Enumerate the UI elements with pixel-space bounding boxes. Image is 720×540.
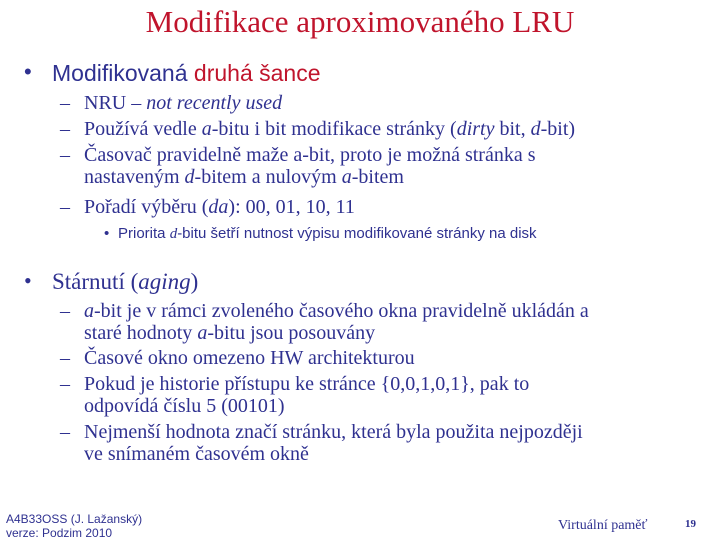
subbullet-dirty-bit: [60, 118, 576, 140]
text: -bitu šetří nutnost výpisu modifikované stránky na disk: [177, 225, 537, 242]
text-italic: d: [169, 226, 178, 242]
dash-icon: –: [60, 92, 70, 114]
bullet-icon: •: [104, 225, 110, 242]
text: Priorita: [118, 225, 170, 242]
text: -bit): [540, 118, 576, 140]
heading-highlight: druhá šance: [193, 60, 321, 86]
dash-icon: –: [60, 300, 70, 322]
text: Nejmenší hodnota značí stránku, která byla použita nejpozději: [84, 421, 583, 443]
text: -bitem a nulovým: [194, 166, 342, 188]
subbullet-abit-window: [60, 300, 589, 344]
text: staré hodnoty: [84, 322, 198, 344]
heading-part: ): [190, 269, 199, 294]
footer-topic: Virtuální paměť: [558, 518, 648, 533]
dash-icon: –: [60, 373, 70, 395]
text: -bitem: [351, 166, 404, 188]
page-number: 19: [685, 518, 696, 530]
bullet-icon: •: [24, 268, 32, 293]
text: Používá vedle: [84, 118, 202, 140]
heading-part: Stárnutí (: [52, 269, 139, 294]
dash-icon: –: [60, 421, 70, 443]
subbullet-smallest-value: [60, 421, 583, 465]
text: bit,: [494, 118, 531, 140]
text-italic: not recently used: [146, 92, 283, 114]
heading-italic: aging: [138, 269, 191, 294]
subbullet-order: [60, 196, 355, 218]
text: -bit je v rámci zvoleného časového okna pravidelně ukládán a: [94, 300, 589, 322]
subbullet-history: [60, 373, 530, 417]
text: Pořadí výběru (: [84, 196, 209, 218]
dash-icon: –: [60, 144, 70, 166]
text: Časové okno omezeno HW architekturou: [84, 347, 415, 369]
text: odpovídá číslu 5 (00101): [84, 395, 285, 417]
text-italic: da: [208, 196, 229, 218]
text: Časovač pravidelně maže a-bit, proto je možná stránka s: [84, 144, 536, 166]
text: -bitu i bit modifikace stránky (: [211, 118, 457, 140]
slide-title: Modifikace aproximovaného LRU: [145, 4, 575, 39]
footer-course-line: A4B33OSS (J. Lažanský): [6, 512, 143, 526]
heading-part: Modifikovaná: [52, 60, 194, 86]
text-italic: d: [530, 118, 541, 140]
bullet-icon: •: [24, 59, 32, 84]
bullet-aging: [24, 268, 199, 295]
text-italic: a: [84, 300, 94, 322]
dash-icon: –: [60, 196, 70, 218]
subbullet-hw-window: [60, 347, 415, 369]
footer-term-line: verze: Podzim 2010: [6, 526, 113, 540]
dash-icon: –: [60, 118, 70, 140]
text: -bitu jsou posouvány: [207, 322, 376, 344]
text: ve snímaném časovém okně: [84, 443, 309, 465]
text: ): 00, 01, 10, 11: [228, 196, 355, 218]
subbullet-nru: [60, 92, 283, 114]
text-italic: a: [197, 322, 208, 344]
text-italic: a: [341, 166, 352, 188]
text: nastaveným: [84, 166, 185, 188]
text-italic: dirty: [456, 118, 495, 140]
footer-course: [6, 512, 142, 540]
text-italic: d: [184, 166, 195, 188]
text: NRU –: [84, 92, 147, 114]
subbullet-timer: [60, 144, 536, 188]
bullet-modified-second-chance: [24, 59, 321, 87]
dash-icon: –: [60, 347, 70, 369]
subsubbullet-priority: [104, 225, 537, 243]
text-italic: a: [201, 118, 212, 140]
text: Pokud je historie přístupu ke stránce {0,0,1,0,1}, pak to: [84, 373, 530, 395]
